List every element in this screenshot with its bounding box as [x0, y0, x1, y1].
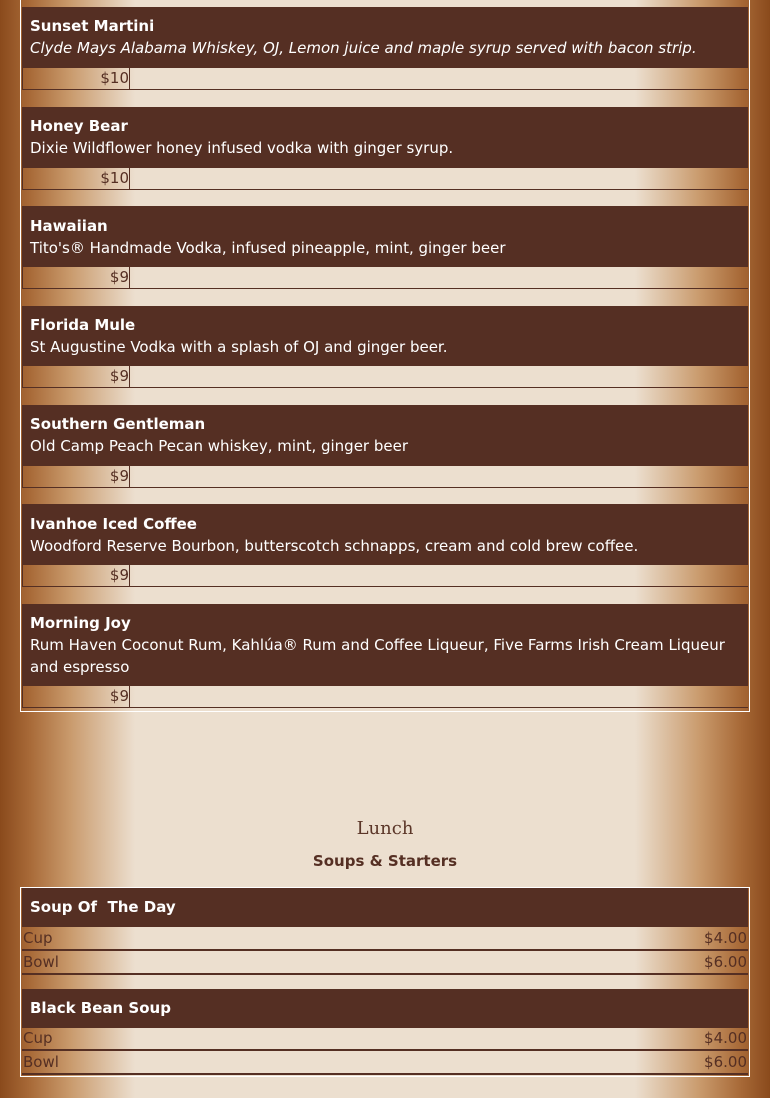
drink-description: Dixie Wildflower honey infused vodka with ginger syrup.: [30, 139, 454, 157]
drink-header: [22, 306, 748, 365]
drink-description: Woodford Reserve Bourbon, butterscotch schnapps, cream and cold brew coffee.: [30, 537, 639, 555]
drink-header: [22, 7, 748, 67]
drink-description: Rum Haven Coconut Rum, Kahlúa® Rum and Coffee Liqueur, Five Farms Irish Cream Liqueur and espresso: [30, 636, 725, 676]
drink-header: [22, 504, 748, 564]
price-row: [22, 365, 748, 388]
drink-name: Honey Bear: [30, 117, 128, 135]
drink-name: Sunset Martini: [30, 17, 155, 35]
soups-section: [20, 887, 750, 1077]
price-row: [22, 67, 748, 90]
size-price: $6.00: [704, 953, 747, 971]
drink-price: $9: [22, 365, 130, 388]
size-row: [22, 952, 748, 975]
size-label: Bowl: [23, 1053, 59, 1071]
drink-price: $9: [22, 685, 130, 708]
size-row: [22, 928, 748, 951]
drink-price: $9: [22, 465, 130, 488]
drink-item: [22, 206, 748, 286]
size-row: [22, 1028, 748, 1051]
soup-item: [22, 888, 748, 971]
price-row: [22, 685, 748, 708]
price-row: [22, 564, 748, 587]
drink-name: Hawaiian: [30, 217, 108, 235]
lunch-heading: Lunch: [356, 818, 414, 839]
drink-description: Old Camp Peach Pecan whiskey, mint, ginger beer: [30, 437, 409, 455]
drinks-menu-section: [20, 0, 750, 712]
drink-price: $10: [22, 167, 130, 190]
soup-name: Soup Of The Day: [22, 888, 748, 927]
drink-item: [22, 7, 748, 87]
drink-price: $10: [22, 67, 130, 90]
size-row: [22, 1052, 748, 1075]
price-row: [22, 266, 748, 289]
drink-description: Clyde Mays Alabama Whiskey, OJ, Lemon juice and maple syrup served with bacon strip.: [30, 39, 697, 57]
size-price: $4.00: [704, 1029, 747, 1047]
drink-header: [22, 206, 748, 266]
drink-description: St Augustine Vodka with a splash of OJ and ginger beer.: [30, 338, 448, 356]
drink-header: [22, 604, 748, 685]
soups-starters-heading: Soups & Starters: [312, 852, 458, 870]
drink-name: Florida Mule: [30, 316, 136, 334]
drink-description: Tito's® Handmade Vodka, infused pineapple, mint, ginger beer: [30, 239, 506, 257]
drink-name: Ivanhoe Iced Coffee: [30, 515, 197, 533]
drink-name: Morning Joy: [30, 614, 131, 632]
size-price: $6.00: [704, 1053, 747, 1071]
drink-item: [22, 504, 748, 584]
soup-name: Black Bean Soup: [22, 989, 748, 1028]
size-label: Cup: [23, 929, 53, 947]
drink-item: [22, 405, 748, 485]
drink-item: [22, 306, 748, 385]
drink-item: [22, 604, 748, 705]
drink-item: [22, 107, 748, 187]
drink-price: $9: [22, 564, 130, 587]
size-label: Cup: [23, 1029, 53, 1047]
drink-price: $9: [22, 266, 130, 289]
price-row: [22, 167, 748, 190]
price-row: [22, 465, 748, 488]
size-label: Bowl: [23, 953, 59, 971]
drink-header: [22, 405, 748, 465]
drink-name: Southern Gentleman: [30, 415, 206, 433]
drink-header: [22, 107, 748, 167]
soup-item: [22, 989, 748, 1071]
size-price: $4.00: [704, 929, 747, 947]
